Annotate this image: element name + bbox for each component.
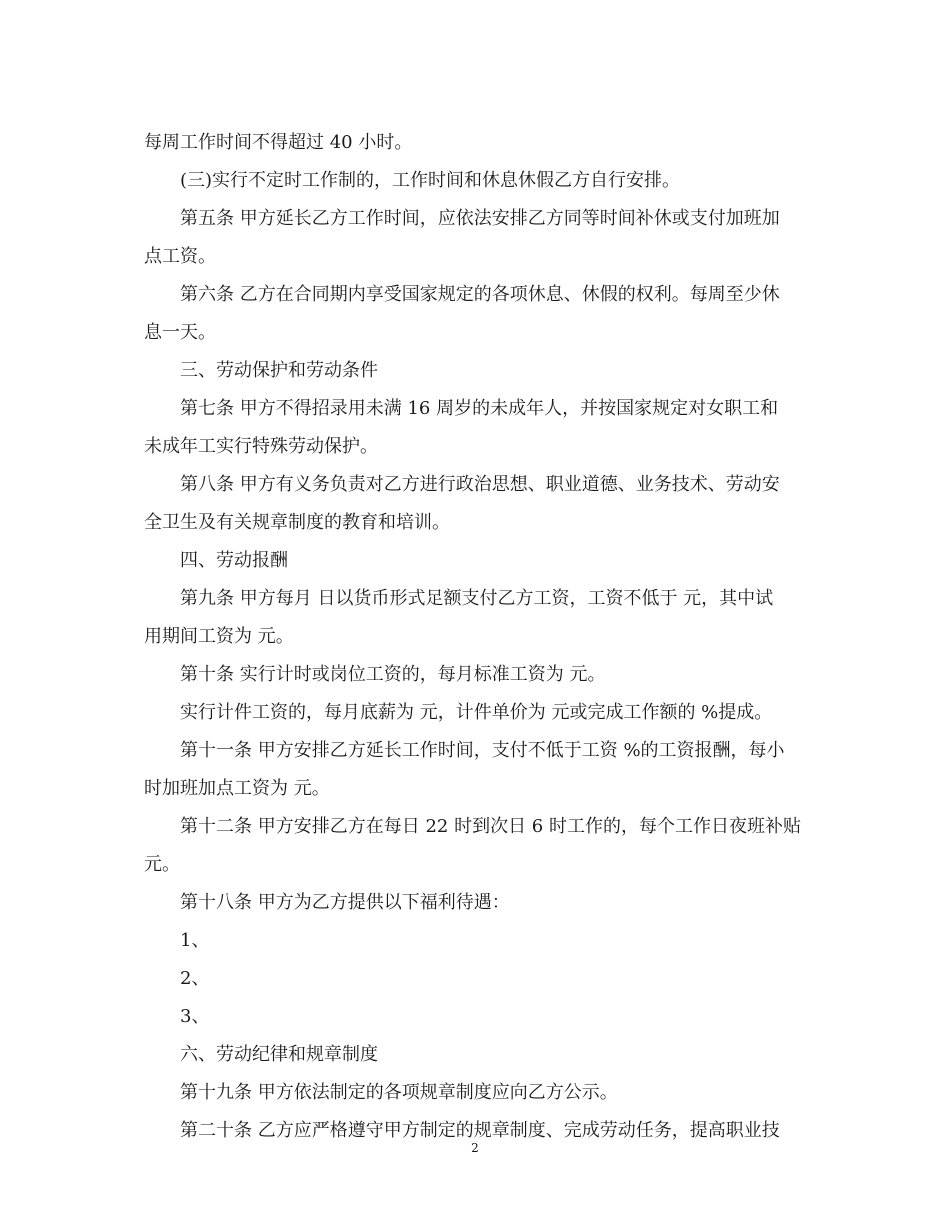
line-text: 实行计件工资的，每月底薪为 元，计件单价为 元或完成工作额的 %提成。 bbox=[180, 702, 773, 723]
line-text: 第十一条 甲方安排乙方延长工作时间，支付不低于工资 %的工资报酬，每小 bbox=[180, 740, 785, 761]
text-line bbox=[0, 1082, 950, 1104]
line-text: 第五条 甲方延长乙方工作时间，应依法安排乙方同等时间补休或支付加班加 bbox=[180, 208, 780, 229]
line-text: 第九条 甲方每月 日以货币形式足额支付乙方工资，工资不低于 元，其中试 bbox=[180, 588, 774, 609]
line-text: 第二十条 乙方应严格遵守甲方制定的规章制度、完成劳动任务，提高职业技 bbox=[180, 1120, 780, 1141]
line-text: 三、劳动保护和劳动条件 bbox=[180, 360, 378, 381]
text-line bbox=[0, 778, 950, 800]
section-heading bbox=[0, 550, 950, 572]
line-text: 六、劳动纪律和规章制度 bbox=[180, 1044, 378, 1065]
line-text: 第十条 实行计时或岗位工资的，每月标准工资为 元。 bbox=[180, 664, 606, 685]
text-line bbox=[0, 208, 950, 230]
line-text: 四、劳动报酬 bbox=[180, 550, 288, 571]
text-line bbox=[0, 816, 950, 838]
line-text: 每周工作时间不得超过 40 小时。 bbox=[144, 132, 413, 153]
text-line bbox=[0, 854, 950, 876]
page-number: 2 bbox=[471, 1141, 479, 1155]
text-line bbox=[0, 740, 950, 762]
line-text: 息一天。 bbox=[144, 322, 216, 343]
text-line bbox=[0, 588, 950, 610]
text-line bbox=[0, 626, 950, 648]
text-line bbox=[0, 892, 950, 914]
list-item bbox=[0, 968, 950, 990]
text-line bbox=[0, 1120, 950, 1142]
section-heading bbox=[0, 360, 950, 382]
line-text: 第十八条 甲方为乙方提供以下福利待遇： bbox=[180, 892, 510, 913]
list-item bbox=[0, 930, 950, 952]
section-heading bbox=[0, 1044, 950, 1066]
text-line bbox=[0, 702, 950, 724]
line-text: 1、 bbox=[180, 930, 210, 951]
text-line bbox=[0, 512, 950, 534]
text-line bbox=[0, 132, 950, 154]
text-line bbox=[0, 664, 950, 686]
text-line bbox=[0, 170, 950, 192]
list-item bbox=[0, 1006, 950, 1028]
line-text: 全卫生及有关规章制度的教育和培训。 bbox=[144, 512, 450, 533]
line-text: 第八条 甲方有义务负责对乙方进行政治思想、职业道德、业务技术、劳动安 bbox=[180, 474, 780, 495]
line-text: 未成年工实行特殊劳动保护。 bbox=[144, 436, 378, 457]
line-text: 第十二条 甲方安排乙方在每日 22 时到次日 6 时工作的，每个工作日夜班补贴 bbox=[180, 816, 801, 837]
line-text: 元。 bbox=[144, 854, 180, 875]
line-text: 第七条 甲方不得招录用未满 16 周岁的未成年人，并按国家规定对女职工和 bbox=[180, 398, 779, 419]
line-text: 时加班加点工资为 元。 bbox=[144, 778, 330, 799]
line-text: 第六条 乙方在合同期内享受国家规定的各项休息、休假的权利。每周至少休 bbox=[180, 284, 780, 305]
text-line bbox=[0, 246, 950, 268]
text-line bbox=[0, 436, 950, 458]
line-text: 用期间工资为 元。 bbox=[144, 626, 294, 647]
text-line bbox=[0, 474, 950, 496]
text-line bbox=[0, 322, 950, 344]
line-text: 点工资。 bbox=[144, 246, 216, 267]
line-text: 2、 bbox=[180, 968, 210, 989]
text-line bbox=[0, 398, 950, 420]
line-text: 第十九条 甲方依法制定的各项规章制度应向乙方公示。 bbox=[180, 1082, 618, 1103]
line-text: 3、 bbox=[180, 1006, 210, 1027]
text-line bbox=[0, 284, 950, 306]
line-text: (三)实行不定时工作制的，工作时间和休息休假乙方自行安排。 bbox=[180, 170, 681, 191]
